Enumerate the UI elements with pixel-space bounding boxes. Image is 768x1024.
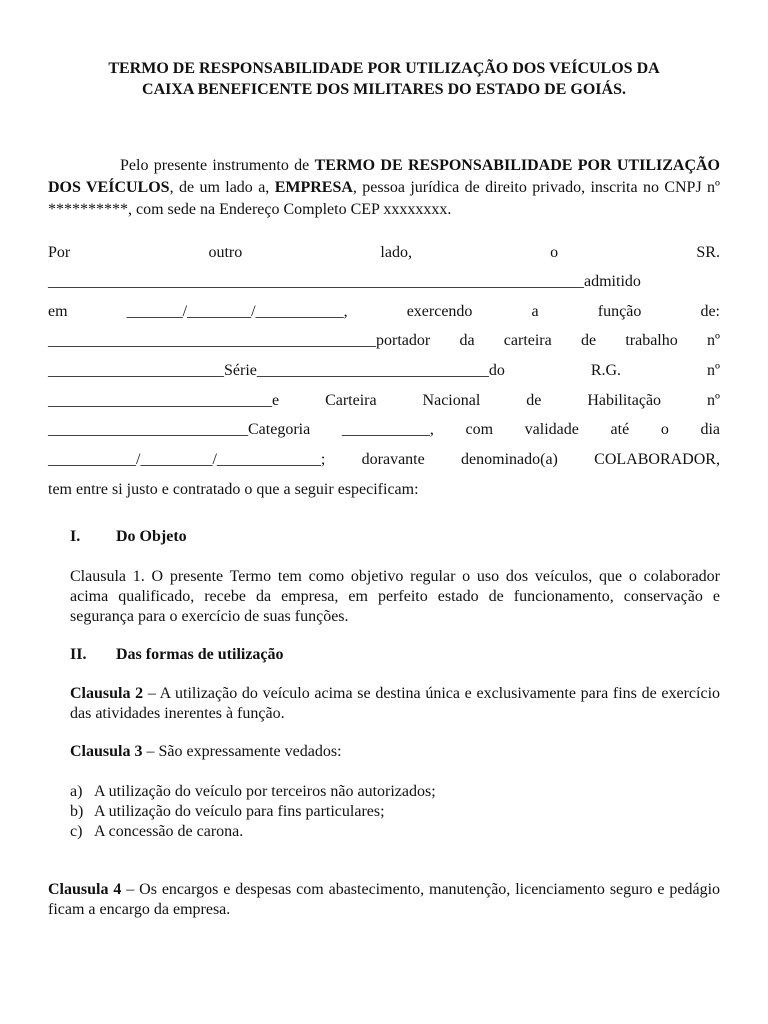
function-blank: _________________________________________portador [48,332,431,349]
form-word: o [660,421,669,438]
form-word: validade [524,421,579,438]
section-heading-objeto [70,526,187,548]
clause-label: Clausula 4 [48,881,122,898]
list-text: A utilização do veículo para fins particulares; [94,803,385,820]
license-blank: _________________________Categoria [48,421,311,438]
form-word: Por [48,244,71,261]
form-word: trabalho [625,332,678,349]
form-row-8 [48,449,720,471]
section-heading-formas [70,644,284,666]
form-word: nº [707,362,720,379]
list-item [70,802,436,822]
form-word: COLABORADOR, [594,451,720,468]
clause-3 [70,742,720,762]
form-row-7 [48,419,720,441]
clause-label: Clausula 3 [70,743,143,760]
form-word: de: [700,303,720,320]
list-marker: b) [70,803,84,820]
form-word: outro [208,244,243,261]
work-card-blank: ______________________Série_____________________________do [48,362,505,379]
form-word: de [580,332,597,349]
intro-paragraph [48,155,720,221]
list-item [70,782,436,802]
clause-text: – São expressamente vedados: [142,743,342,760]
form-word: de [526,392,542,409]
intro-text-3: , pessoa jurídica de direito privado, inscrita no CNPJ nº **********, com sede na Endereço Completo CEP xxxxxxxx. [48,179,721,218]
list-text: A utilização do veículo por terceiros não autorizados; [94,783,436,800]
form-word: dia [700,421,720,438]
form-word: nº [706,332,720,349]
title-line-2: CAIXA BENEFICENTE DOS MILITARES DO ESTADO DE GOIÁS. [142,81,626,98]
intro-bold-2: EMPRESA [274,179,353,196]
form-word: Nacional [422,392,481,409]
clause-2 [70,684,720,724]
section-number: II. [70,646,87,663]
form-word: o [550,244,559,261]
list-marker: a) [70,783,83,800]
clause-4 [48,880,720,920]
form-word: denominado(a) [461,451,558,468]
name-blank-admitido: ___________________________________________________________________admitido [48,273,641,290]
form-word: função [597,303,642,320]
form-word: até [610,421,630,438]
form-word: carteira [503,332,552,349]
form-word: SR. [696,244,720,261]
category-blank: ___________, [341,421,434,438]
title-line-1: TERMO DE RESPONSABILIDADE POR UTILIZAÇÃO DOS VEÍCULOS DA [108,60,660,77]
form-row-1 [48,242,720,264]
rg-blank: ____________________________e [48,392,280,409]
intro-text-2: , de um lado a, [169,179,275,196]
intro-text-1: Pelo presente instrumento de [120,157,315,174]
form-row-6 [48,390,720,412]
section-number: I. [70,528,81,545]
form-word: lado, [380,244,412,261]
form-word: com [465,421,494,438]
form-row-9: tem entre si justo e contratado o que a seguir especificam: [48,481,419,498]
form-word: Habilitação [587,392,662,409]
intro-bold-1: TERMO DE RESPONSABILIDADE POR UTILIZAÇÃO DOS VEÍCULOS [48,157,720,196]
form-row-5 [48,360,720,382]
prohibitions-list [70,782,436,842]
list-item [70,822,436,842]
clause-1: Clausula 1. O presente Termo tem como objetivo regular o uso dos veículos, que o colaborador acima qualificado, recebe da empresa, em perfeito estado de funcionamento, conservação e segurança para o exercício de suas funções. [70,568,720,625]
clause-text: – Os encargos e despesas com abastecimento, manutenção, licenciamento seguro e pedágio ficam a encargo da empresa. [48,881,721,918]
form-row-3 [48,301,720,323]
form-word: em [48,303,68,320]
clause-label: Clausula 2 [70,685,144,702]
list-marker: c) [70,823,83,840]
section-title: Do Objeto [116,528,187,545]
form-word: Carteira [325,392,377,409]
form-word: nº [707,392,720,409]
form-word: doravante [361,451,425,468]
form-word: da [459,332,475,349]
document-title [48,58,720,100]
section-title: Das formas de utilização [116,646,284,663]
form-word: a [531,303,539,320]
validity-date-blank: ___________/_________/_____________; [48,451,326,468]
form-row-4 [48,330,720,352]
form-row-2 [48,271,720,293]
form-word: R.G. [590,362,622,379]
form-word: exercendo [406,303,473,320]
admission-date-blank: _______/________/___________, [126,303,348,320]
clause-text: – A utilização do veículo acima se destina única e exclusivamente para fins de exercício das atividades inerentes à função. [70,685,721,722]
list-text: A concessão de carona. [94,823,244,840]
